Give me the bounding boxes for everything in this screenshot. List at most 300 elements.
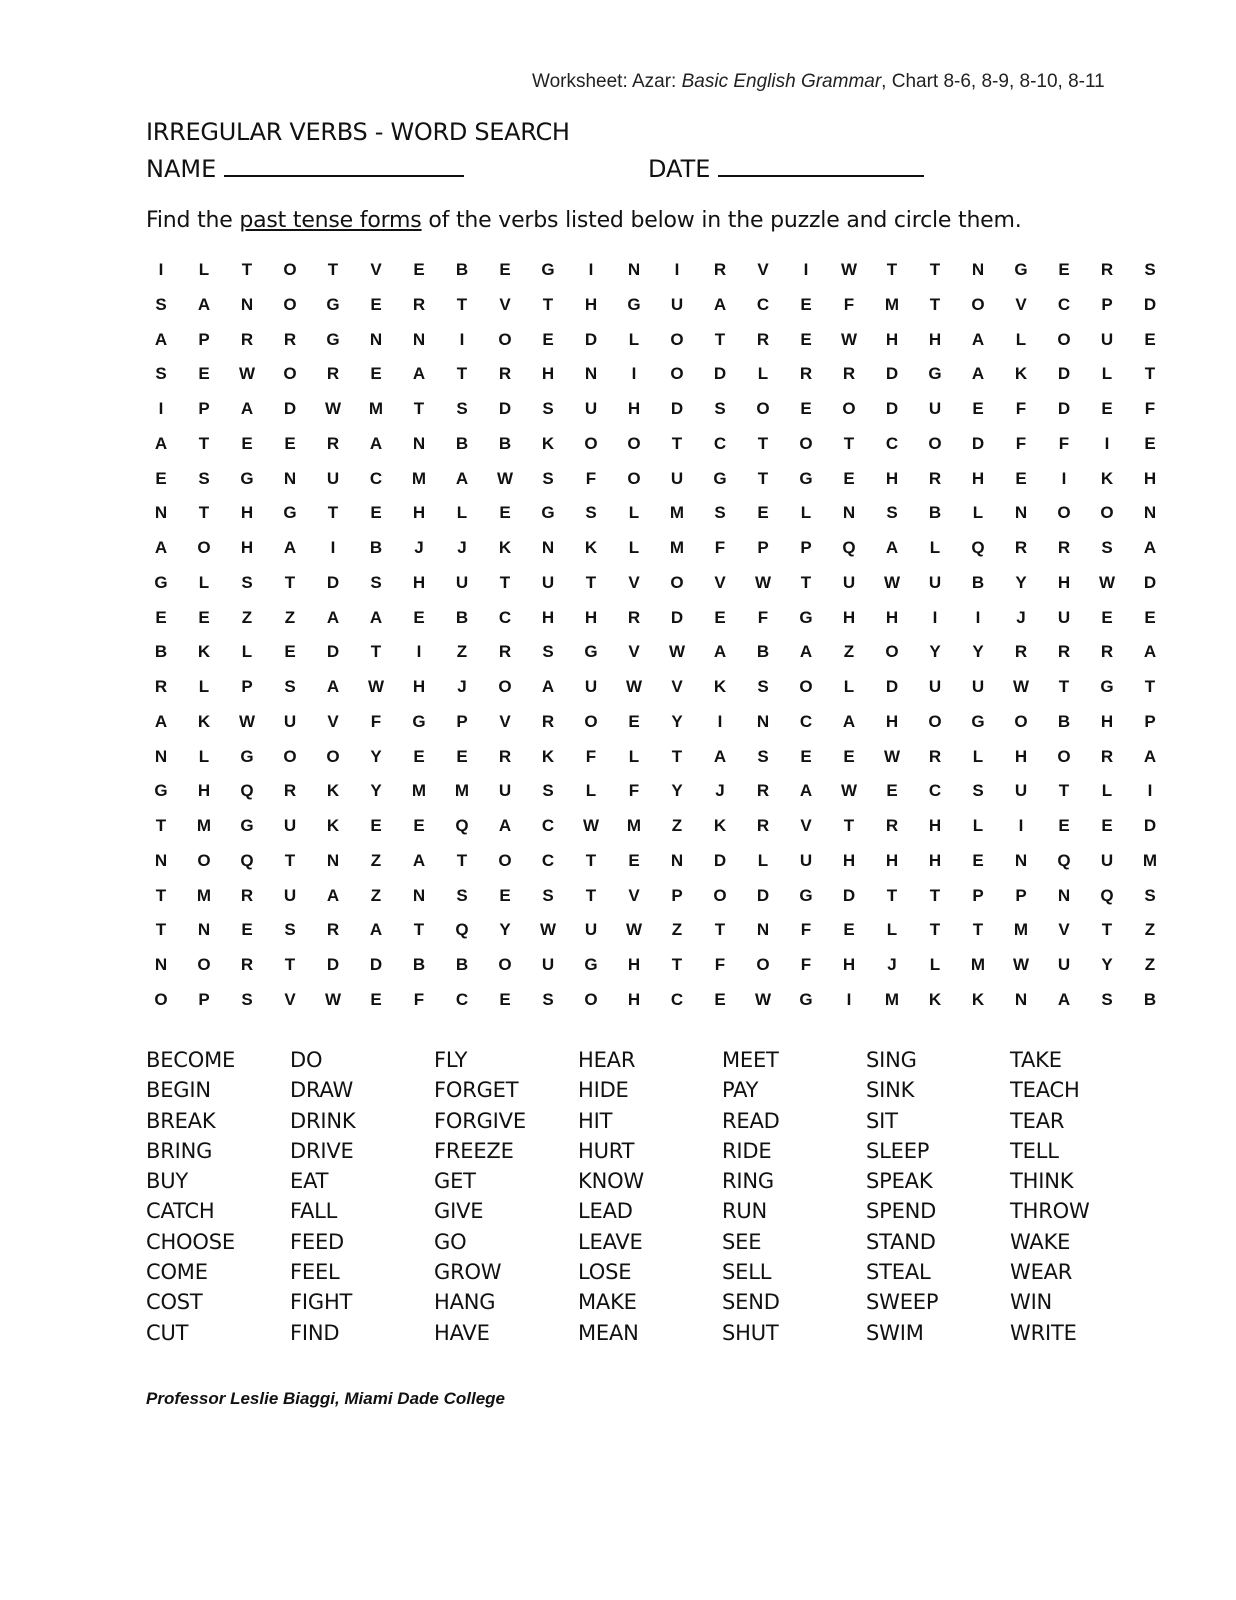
grid-letter[interactable]: E bbox=[370, 364, 382, 384]
grid-letter[interactable]: O bbox=[670, 572, 684, 592]
grid-letter[interactable]: G bbox=[412, 711, 426, 731]
grid-letter[interactable]: L bbox=[241, 642, 253, 662]
grid-letter[interactable]: P bbox=[1144, 711, 1156, 731]
grid-letter[interactable]: I bbox=[674, 260, 680, 279]
grid-letter[interactable]: U bbox=[842, 572, 856, 592]
grid-letter[interactable]: K bbox=[928, 989, 942, 1009]
grid-letter[interactable]: G bbox=[799, 989, 813, 1009]
grid-letter[interactable]: K bbox=[498, 538, 512, 557]
grid-letter[interactable]: O bbox=[670, 329, 684, 349]
grid-letter[interactable]: S bbox=[757, 677, 769, 696]
grid-letter[interactable]: O bbox=[1057, 503, 1071, 523]
grid-letter[interactable]: M bbox=[1013, 920, 1029, 940]
grid-letter[interactable]: U bbox=[283, 816, 297, 835]
grid-letter[interactable]: B bbox=[756, 642, 770, 662]
grid-letter[interactable]: N bbox=[154, 503, 168, 523]
grid-letter[interactable]: E bbox=[413, 816, 425, 835]
grid-letter[interactable]: S bbox=[456, 885, 468, 905]
grid-letter[interactable]: F bbox=[628, 781, 640, 801]
grid-letter[interactable]: B bbox=[455, 260, 469, 279]
grid-letter[interactable]: G bbox=[584, 955, 598, 974]
grid-letter[interactable]: H bbox=[1057, 572, 1071, 592]
grid-letter[interactable]: D bbox=[1143, 572, 1157, 592]
grid-letter[interactable]: S bbox=[542, 885, 554, 905]
grid-letter[interactable]: R bbox=[627, 607, 641, 627]
grid-letter[interactable]: B bbox=[154, 642, 168, 662]
grid-letter[interactable]: D bbox=[713, 850, 727, 870]
grid-letter[interactable]: Q bbox=[240, 781, 254, 801]
grid-letter[interactable]: H bbox=[412, 572, 426, 592]
grid-letter[interactable]: R bbox=[498, 364, 512, 384]
grid-letter[interactable]: U bbox=[928, 677, 942, 696]
grid-letter[interactable]: D bbox=[885, 364, 899, 384]
grid-letter[interactable]: L bbox=[972, 503, 984, 523]
grid-letter[interactable]: S bbox=[542, 989, 554, 1009]
grid-letter[interactable]: C bbox=[1057, 294, 1071, 314]
grid-letter[interactable]: E bbox=[714, 607, 726, 627]
grid-letter[interactable]: M bbox=[196, 885, 212, 905]
grid-letter[interactable]: J bbox=[414, 538, 424, 557]
grid-letter[interactable]: P bbox=[198, 399, 210, 418]
grid-letter[interactable]: Y bbox=[929, 642, 941, 662]
grid-letter[interactable]: A bbox=[713, 746, 727, 766]
grid-letter[interactable]: V bbox=[628, 572, 640, 592]
grid-letter[interactable]: Q bbox=[1100, 885, 1114, 905]
grid-letter[interactable]: T bbox=[671, 433, 683, 453]
grid-letter[interactable]: U bbox=[326, 468, 340, 488]
grid-letter[interactable]: G bbox=[1100, 677, 1114, 696]
grid-letter[interactable]: K bbox=[326, 816, 340, 835]
grid-letter[interactable]: B bbox=[498, 433, 512, 453]
grid-letter[interactable]: A bbox=[283, 538, 297, 557]
grid-letter[interactable]: A bbox=[1143, 538, 1157, 557]
grid-letter[interactable]: L bbox=[585, 781, 597, 801]
grid-letter[interactable]: L bbox=[1101, 364, 1113, 384]
grid-letter[interactable]: Z bbox=[671, 816, 683, 835]
grid-letter[interactable]: F bbox=[714, 955, 726, 974]
grid-letter[interactable]: P bbox=[757, 538, 769, 557]
grid-letter[interactable]: B bbox=[928, 503, 942, 523]
grid-letter[interactable]: O bbox=[627, 433, 641, 453]
grid-letter[interactable]: T bbox=[886, 885, 898, 905]
grid-letter[interactable]: R bbox=[842, 364, 856, 384]
grid-letter[interactable]: T bbox=[585, 885, 597, 905]
grid-letter[interactable]: H bbox=[412, 503, 426, 523]
grid-letter[interactable]: F bbox=[585, 746, 597, 766]
grid-letter[interactable]: S bbox=[370, 572, 382, 592]
grid-letter[interactable]: T bbox=[370, 642, 382, 662]
grid-letter[interactable]: H bbox=[627, 989, 641, 1009]
grid-letter[interactable]: G bbox=[971, 711, 985, 731]
grid-letter[interactable]: U bbox=[584, 920, 598, 940]
grid-letter[interactable]: C bbox=[369, 468, 383, 488]
grid-letter[interactable]: W bbox=[883, 572, 901, 592]
grid-letter[interactable]: H bbox=[842, 607, 856, 627]
grid-letter[interactable]: I bbox=[803, 260, 809, 279]
grid-letter[interactable]: E bbox=[1015, 468, 1027, 488]
grid-letter[interactable]: O bbox=[584, 989, 598, 1009]
grid-letter[interactable]: K bbox=[713, 677, 727, 696]
grid-letter[interactable]: L bbox=[972, 746, 984, 766]
grid-letter[interactable]: R bbox=[885, 816, 899, 835]
grid-letter[interactable]: E bbox=[284, 433, 296, 453]
grid-letter[interactable]: F bbox=[370, 711, 382, 731]
grid-letter[interactable]: W bbox=[668, 642, 686, 662]
grid-letter[interactable]: N bbox=[1014, 850, 1028, 870]
grid-letter[interactable]: V bbox=[499, 294, 511, 314]
grid-letter[interactable]: H bbox=[885, 329, 899, 349]
grid-letter[interactable]: E bbox=[714, 989, 726, 1009]
grid-letter[interactable]: E bbox=[499, 989, 511, 1009]
grid-letter[interactable]: E bbox=[413, 607, 425, 627]
grid-letter[interactable]: E bbox=[757, 503, 769, 523]
grid-letter[interactable]: W bbox=[367, 677, 385, 696]
grid-letter[interactable]: K bbox=[971, 989, 985, 1009]
grid-letter[interactable]: T bbox=[1144, 364, 1156, 384]
grid-letter[interactable]: K bbox=[1014, 364, 1028, 384]
grid-letter[interactable]: E bbox=[1101, 607, 1113, 627]
grid-letter[interactable]: W bbox=[582, 816, 600, 835]
grid-letter[interactable]: I bbox=[717, 711, 723, 731]
grid-letter[interactable]: A bbox=[1143, 642, 1157, 662]
grid-letter[interactable]: T bbox=[929, 885, 941, 905]
grid-letter[interactable]: E bbox=[370, 294, 382, 314]
grid-letter[interactable]: R bbox=[412, 294, 426, 314]
grid-letter[interactable]: I bbox=[158, 260, 164, 279]
grid-letter[interactable]: M bbox=[669, 538, 685, 557]
grid-letter[interactable]: G bbox=[799, 885, 813, 905]
grid-letter[interactable]: Q bbox=[455, 920, 469, 940]
grid-letter[interactable]: K bbox=[713, 816, 727, 835]
grid-letter[interactable]: S bbox=[284, 677, 296, 696]
grid-letter[interactable]: I bbox=[416, 642, 422, 662]
grid-letter[interactable]: A bbox=[326, 677, 340, 696]
grid-letter[interactable]: B bbox=[455, 955, 469, 974]
grid-letter[interactable]: W bbox=[754, 572, 772, 592]
grid-letter[interactable]: G bbox=[541, 260, 555, 279]
grid-letter[interactable]: G bbox=[240, 816, 254, 835]
grid-letter[interactable]: P bbox=[241, 677, 253, 696]
grid-letter[interactable]: A bbox=[971, 364, 985, 384]
grid-letter[interactable]: D bbox=[326, 642, 340, 662]
grid-letter[interactable]: O bbox=[842, 399, 856, 418]
grid-letter[interactable]: K bbox=[584, 538, 598, 557]
grid-letter[interactable]: A bbox=[713, 294, 727, 314]
grid-letter[interactable]: I bbox=[158, 399, 164, 418]
grid-letter[interactable]: T bbox=[284, 850, 296, 870]
grid-letter[interactable]: D bbox=[1057, 364, 1071, 384]
grid-letter[interactable]: L bbox=[628, 538, 640, 557]
grid-letter[interactable]: E bbox=[155, 468, 167, 488]
grid-letter[interactable]: Y bbox=[1101, 955, 1113, 974]
grid-letter[interactable]: Z bbox=[370, 885, 382, 905]
grid-letter[interactable]: E bbox=[800, 746, 812, 766]
grid-letter[interactable]: U bbox=[799, 850, 813, 870]
grid-letter[interactable]: M bbox=[669, 503, 685, 523]
grid-letter[interactable]: S bbox=[757, 746, 769, 766]
grid-letter[interactable]: T bbox=[714, 920, 726, 940]
grid-letter[interactable]: N bbox=[971, 260, 985, 279]
grid-letter[interactable]: Q bbox=[1057, 850, 1071, 870]
grid-letter[interactable]: W bbox=[883, 746, 901, 766]
grid-letter[interactable]: T bbox=[413, 920, 425, 940]
grid-letter[interactable]: A bbox=[154, 538, 168, 557]
grid-letter[interactable]: C bbox=[670, 989, 684, 1009]
grid-letter[interactable]: H bbox=[842, 850, 856, 870]
grid-letter[interactable]: T bbox=[284, 955, 296, 974]
grid-letter[interactable]: H bbox=[541, 364, 555, 384]
grid-letter[interactable]: N bbox=[670, 850, 684, 870]
grid-letter[interactable]: E bbox=[241, 920, 253, 940]
grid-letter[interactable]: Q bbox=[240, 850, 254, 870]
grid-letter[interactable]: G bbox=[283, 503, 297, 523]
grid-letter[interactable]: V bbox=[714, 572, 726, 592]
grid-letter[interactable]: Z bbox=[1144, 920, 1156, 940]
grid-letter[interactable]: T bbox=[413, 399, 425, 418]
grid-letter[interactable]: T bbox=[972, 920, 984, 940]
grid-letter[interactable]: L bbox=[757, 364, 769, 384]
grid-letter[interactable]: D bbox=[1143, 294, 1157, 314]
grid-letter[interactable]: Z bbox=[671, 920, 683, 940]
grid-letter[interactable]: E bbox=[413, 260, 425, 279]
grid-letter[interactable]: N bbox=[842, 503, 856, 523]
grid-letter[interactable]: I bbox=[588, 260, 594, 279]
grid-letter[interactable]: O bbox=[756, 399, 770, 418]
grid-letter[interactable]: E bbox=[843, 920, 855, 940]
grid-letter[interactable]: P bbox=[1015, 885, 1027, 905]
grid-letter[interactable]: D bbox=[713, 364, 727, 384]
grid-letter[interactable]: E bbox=[1058, 260, 1070, 279]
grid-letter[interactable]: A bbox=[326, 607, 340, 627]
grid-letter[interactable]: H bbox=[1014, 746, 1028, 766]
grid-letter[interactable]: O bbox=[283, 260, 297, 279]
grid-letter[interactable]: G bbox=[154, 781, 168, 801]
grid-letter[interactable]: Y bbox=[370, 746, 382, 766]
grid-letter[interactable]: O bbox=[283, 294, 297, 314]
grid-letter[interactable]: E bbox=[1058, 816, 1070, 835]
grid-letter[interactable]: T bbox=[929, 260, 941, 279]
grid-letter[interactable]: O bbox=[584, 433, 598, 453]
grid-letter[interactable]: N bbox=[541, 538, 555, 557]
grid-letter[interactable]: V bbox=[1058, 920, 1070, 940]
grid-letter[interactable]: A bbox=[369, 433, 383, 453]
grid-letter[interactable]: E bbox=[1144, 433, 1156, 453]
grid-letter[interactable]: V bbox=[284, 989, 296, 1009]
grid-letter[interactable]: K bbox=[197, 711, 211, 731]
grid-letter[interactable]: U bbox=[1014, 781, 1028, 801]
grid-letter[interactable]: E bbox=[1101, 816, 1113, 835]
grid-letter[interactable]: U bbox=[670, 294, 684, 314]
grid-letter[interactable]: D bbox=[1057, 399, 1071, 418]
grid-letter[interactable]: J bbox=[457, 677, 467, 696]
grid-letter[interactable]: T bbox=[284, 572, 296, 592]
grid-letter[interactable]: R bbox=[240, 885, 254, 905]
grid-letter[interactable]: I bbox=[1147, 781, 1153, 801]
grid-letter[interactable]: C bbox=[541, 816, 555, 835]
grid-letter[interactable]: S bbox=[241, 572, 253, 592]
grid-letter[interactable]: I bbox=[631, 364, 637, 384]
grid-letter[interactable]: U bbox=[541, 572, 555, 592]
grid-letter[interactable]: U bbox=[1100, 850, 1114, 870]
grid-letter[interactable]: D bbox=[971, 433, 985, 453]
grid-letter[interactable]: E bbox=[542, 329, 554, 349]
grid-letter[interactable]: L bbox=[628, 746, 640, 766]
grid-letter[interactable]: F bbox=[757, 607, 769, 627]
grid-letter[interactable]: T bbox=[241, 260, 253, 279]
grid-letter[interactable]: O bbox=[584, 711, 598, 731]
grid-letter[interactable]: W bbox=[840, 781, 858, 801]
grid-letter[interactable]: D bbox=[1143, 816, 1157, 835]
grid-letter[interactable]: F bbox=[800, 955, 812, 974]
grid-letter[interactable]: H bbox=[197, 781, 211, 801]
grid-letter[interactable]: L bbox=[843, 677, 855, 696]
grid-letter[interactable]: V bbox=[370, 260, 382, 279]
grid-letter[interactable]: E bbox=[241, 433, 253, 453]
grid-letter[interactable]: T bbox=[929, 294, 941, 314]
grid-letter[interactable]: R bbox=[154, 677, 168, 696]
grid-letter[interactable]: T bbox=[671, 746, 683, 766]
grid-letter[interactable]: F bbox=[1144, 399, 1156, 418]
grid-letter[interactable]: R bbox=[928, 468, 942, 488]
grid-letter[interactable]: G bbox=[799, 607, 813, 627]
grid-letter[interactable]: K bbox=[1100, 468, 1114, 488]
grid-letter[interactable]: O bbox=[928, 433, 942, 453]
grid-letter[interactable]: W bbox=[840, 260, 858, 279]
grid-letter[interactable]: P bbox=[972, 885, 984, 905]
grid-letter[interactable]: R bbox=[1100, 642, 1114, 662]
grid-letter[interactable]: I bbox=[1061, 468, 1067, 488]
grid-letter[interactable]: E bbox=[456, 746, 468, 766]
grid-letter[interactable]: U bbox=[1057, 607, 1071, 627]
grid-letter[interactable]: T bbox=[155, 920, 167, 940]
grid-letter[interactable]: D bbox=[885, 677, 899, 696]
grid-letter[interactable]: B bbox=[1143, 989, 1157, 1009]
grid-letter[interactable]: A bbox=[498, 816, 512, 835]
grid-letter[interactable]: T bbox=[499, 572, 511, 592]
grid-letter[interactable]: O bbox=[498, 677, 512, 696]
grid-letter[interactable]: E bbox=[843, 746, 855, 766]
grid-letter[interactable]: U bbox=[928, 399, 942, 418]
grid-letter[interactable]: H bbox=[928, 329, 942, 349]
grid-letter[interactable]: H bbox=[1143, 468, 1157, 488]
grid-letter[interactable]: G bbox=[713, 468, 727, 488]
grid-letter[interactable]: D bbox=[756, 885, 770, 905]
grid-letter[interactable]: E bbox=[1101, 399, 1113, 418]
grid-letter[interactable]: L bbox=[198, 677, 210, 696]
grid-letter[interactable]: A bbox=[799, 642, 813, 662]
grid-letter[interactable]: I bbox=[459, 329, 465, 349]
grid-letter[interactable]: N bbox=[1014, 989, 1028, 1009]
grid-letter[interactable]: Y bbox=[671, 781, 683, 801]
grid-letter[interactable]: F bbox=[585, 468, 597, 488]
grid-letter[interactable]: O bbox=[197, 955, 211, 974]
grid-letter[interactable]: T bbox=[1144, 677, 1156, 696]
grid-letter[interactable]: T bbox=[198, 433, 210, 453]
grid-letter[interactable]: R bbox=[1100, 260, 1114, 279]
grid-letter[interactable]: V bbox=[800, 816, 812, 835]
grid-letter[interactable]: M bbox=[411, 468, 427, 488]
date-field[interactable] bbox=[648, 151, 924, 185]
grid-letter[interactable]: A bbox=[369, 607, 383, 627]
grid-letter[interactable]: T bbox=[714, 329, 726, 349]
grid-letter[interactable]: R bbox=[756, 329, 770, 349]
grid-letter[interactable]: M bbox=[626, 816, 642, 835]
grid-letter[interactable]: V bbox=[327, 711, 339, 731]
grid-letter[interactable]: A bbox=[326, 885, 340, 905]
grid-letter[interactable]: V bbox=[628, 885, 640, 905]
grid-letter[interactable]: S bbox=[972, 781, 984, 801]
grid-letter[interactable]: D bbox=[326, 572, 340, 592]
grid-letter[interactable]: H bbox=[584, 607, 598, 627]
grid-letter[interactable]: T bbox=[671, 955, 683, 974]
grid-letter[interactable]: M bbox=[884, 989, 900, 1009]
grid-letter[interactable]: D bbox=[670, 607, 684, 627]
grid-letter[interactable]: P bbox=[198, 989, 210, 1009]
grid-letter[interactable]: A bbox=[154, 433, 168, 453]
grid-letter[interactable]: I bbox=[1018, 816, 1024, 835]
grid-letter[interactable]: K bbox=[197, 642, 211, 662]
grid-letter[interactable]: H bbox=[885, 711, 899, 731]
grid-letter[interactable]: R bbox=[498, 642, 512, 662]
grid-letter[interactable]: N bbox=[326, 850, 340, 870]
grid-letter[interactable]: L bbox=[972, 816, 984, 835]
grid-letter[interactable]: O bbox=[627, 468, 641, 488]
grid-letter[interactable]: L bbox=[1101, 781, 1113, 801]
grid-letter[interactable]: F bbox=[714, 538, 726, 557]
grid-letter[interactable]: A bbox=[885, 538, 899, 557]
grid-letter[interactable]: S bbox=[198, 468, 210, 488]
grid-letter[interactable]: D bbox=[885, 399, 899, 418]
grid-letter[interactable]: F bbox=[1058, 433, 1070, 453]
grid-letter[interactable]: V bbox=[499, 711, 511, 731]
grid-letter[interactable]: R bbox=[756, 781, 770, 801]
grid-letter[interactable]: N bbox=[412, 433, 426, 453]
grid-letter[interactable]: U bbox=[498, 781, 512, 801]
grid-letter[interactable]: T bbox=[1058, 781, 1070, 801]
grid-letter[interactable]: U bbox=[928, 572, 942, 592]
grid-letter[interactable]: W bbox=[625, 677, 643, 696]
grid-letter[interactable]: S bbox=[1101, 989, 1113, 1009]
grid-letter[interactable]: C bbox=[713, 433, 727, 453]
grid-letter[interactable]: L bbox=[929, 538, 941, 557]
grid-letter[interactable]: H bbox=[1100, 711, 1114, 731]
grid-letter[interactable]: J bbox=[1016, 607, 1026, 627]
grid-letter[interactable]: O bbox=[197, 538, 211, 557]
grid-letter[interactable]: R bbox=[1057, 538, 1071, 557]
grid-letter[interactable]: R bbox=[283, 781, 297, 801]
grid-letter[interactable]: O bbox=[670, 364, 684, 384]
grid-letter[interactable]: C bbox=[928, 781, 942, 801]
grid-letter[interactable]: W bbox=[840, 329, 858, 349]
grid-letter[interactable]: O bbox=[197, 850, 211, 870]
grid-letter[interactable]: R bbox=[326, 920, 340, 940]
grid-letter[interactable]: S bbox=[284, 920, 296, 940]
grid-letter[interactable]: H bbox=[412, 677, 426, 696]
grid-letter[interactable]: A bbox=[154, 711, 168, 731]
grid-letter[interactable]: N bbox=[756, 711, 770, 731]
grid-letter[interactable]: I bbox=[1104, 433, 1110, 453]
grid-letter[interactable]: P bbox=[456, 711, 468, 731]
grid-letter[interactable]: T bbox=[800, 572, 812, 592]
grid-letter[interactable]: A bbox=[971, 329, 985, 349]
grid-letter[interactable]: W bbox=[754, 989, 772, 1009]
grid-letter[interactable]: D bbox=[842, 885, 856, 905]
grid-letter[interactable]: O bbox=[1014, 711, 1028, 731]
grid-letter[interactable]: N bbox=[154, 850, 168, 870]
grid-letter[interactable]: N bbox=[197, 920, 211, 940]
grid-letter[interactable]: W bbox=[1012, 677, 1030, 696]
grid-letter[interactable]: L bbox=[198, 260, 210, 279]
